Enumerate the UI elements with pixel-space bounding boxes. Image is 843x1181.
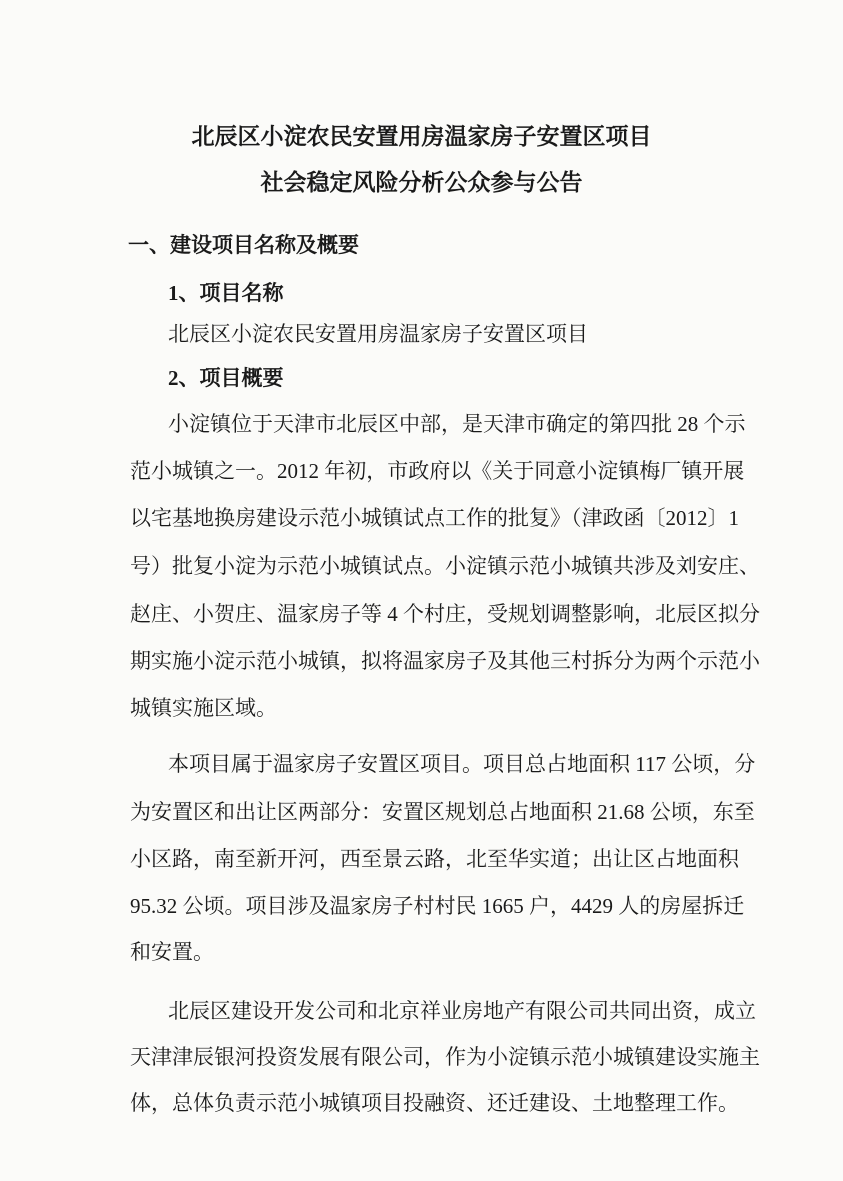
- para-line: 为安置区和出让区两部分：安置区规划总占地面积 21.68 公顷，东至: [130, 800, 755, 824]
- subheading-project-overview: 2、项目概要: [168, 366, 284, 390]
- para-line: 北辰区建设开发公司和北京祥业房地产有限公司共同出资，成立: [168, 999, 756, 1023]
- para-line: 小淀镇位于天津市北辰区中部，是天津市确定的第四批 28 个示: [168, 412, 746, 436]
- para-line: 范小城镇之一。2012 年初，市政府以《关于同意小淀镇梅厂镇开展: [130, 459, 745, 483]
- project-name-text: 北辰区小淀农民安置用房温家房子安置区项目: [168, 322, 588, 346]
- para-line: 小区路，南至新开河，西至景云路，北至华实道；出让区占地面积: [130, 847, 739, 871]
- para-line: 本项目属于温家房子安置区项目。项目总占地面积 117 公顷，分: [168, 752, 756, 776]
- para-line: 天津津辰银河投资发展有限公司，作为小淀镇示范小城镇建设实施主: [130, 1045, 760, 1069]
- para-line: 城镇实施区域。: [130, 696, 277, 720]
- title-line-2: 社会稳定风险分析公众参与公告: [260, 170, 583, 195]
- para-line: 和安置。: [130, 940, 214, 964]
- para-line: 体，总体负责示范小城镇项目投融资、还迁建设、土地整理工作。: [130, 1091, 739, 1115]
- para-line: 95.32 公顷。项目涉及温家房子村村民 1665 户，4429 人的房屋拆迁: [130, 894, 745, 918]
- para-line: 号）批复小淀为示范小城镇试点。小淀镇示范小城镇共涉及刘安庄、: [130, 554, 760, 578]
- title-line-1: 北辰区小淀农民安置用房温家房子安置区项目: [191, 124, 652, 149]
- para-line: 以宅基地换房建设示范小城镇试点工作的批复》（津政函〔2012〕1: [130, 506, 739, 530]
- section-heading: 一、建设项目名称及概要: [128, 233, 359, 257]
- subheading-project-name: 1、项目名称: [168, 281, 284, 305]
- para-line: 期实施小淀示范小城镇，拟将温家房子及其他三村拆分为两个示范小: [130, 649, 760, 673]
- para-line: 赵庄、小贺庄、温家房子等 4 个村庄，受规划调整影响，北辰区拟分: [130, 602, 760, 626]
